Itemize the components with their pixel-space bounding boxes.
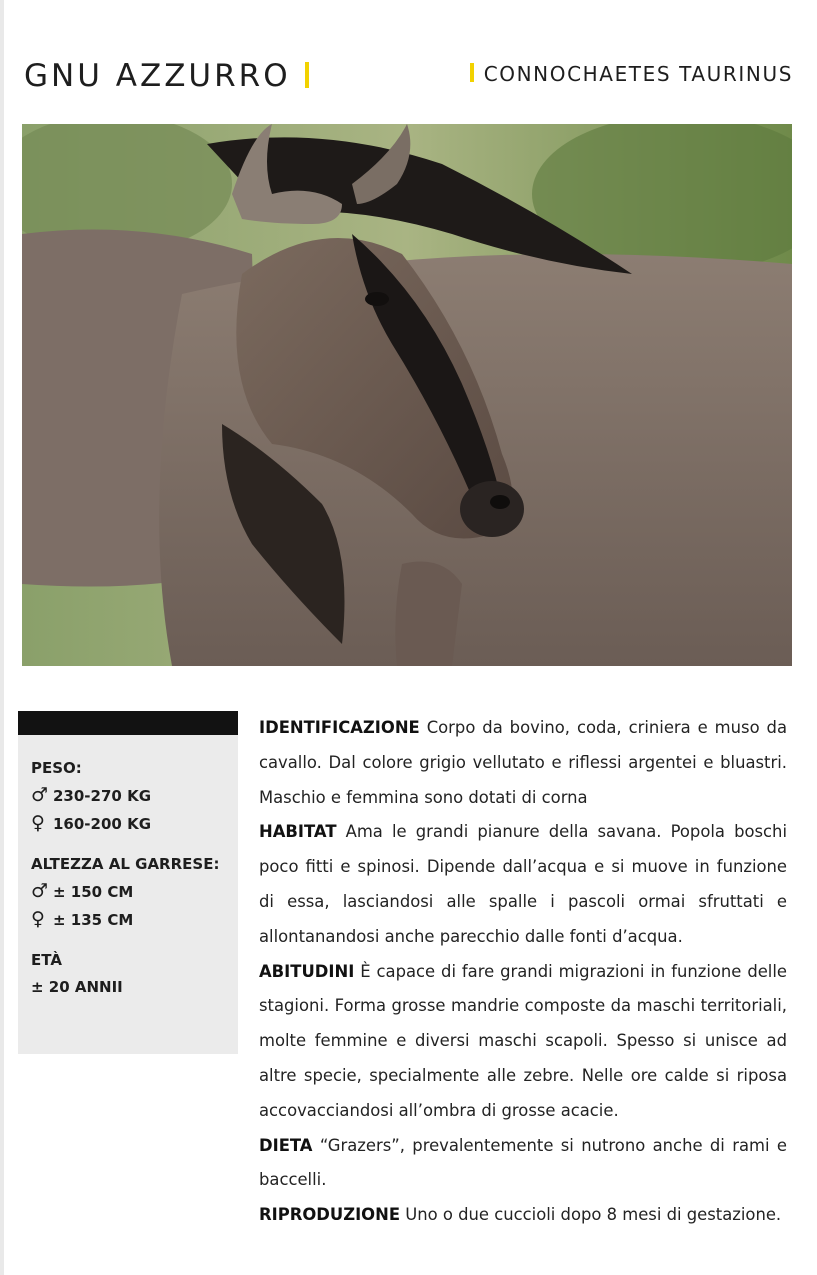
height-male-row <box>31 878 238 906</box>
male-symbol-icon: ♂ <box>31 880 49 902</box>
reproduction-text: Uno o due cuccioli dopo 8 mesi di gestazione. <box>405 1205 782 1225</box>
facts-box-header <box>18 711 238 735</box>
habits-text: È capace di fare grandi migrazioni in funzione delle stagioni. Forma grosse mandrie composte da maschi territoriali, molte femmine e diversi maschi scapoli. Spesso si unisce ad altre specie, specialmente alle zebre. Nelle ore calde si riposa accovacciandosi all’ombra di grosse acacie. <box>259 961 787 1120</box>
weight-female-value: 160-200 KG <box>53 815 152 833</box>
reproduction-paragraph <box>259 1198 787 1233</box>
identification-paragraph <box>259 711 787 815</box>
weight-label: PESO: <box>31 759 82 777</box>
height-female-row <box>31 906 238 934</box>
page-edge <box>0 0 4 1275</box>
diet-paragraph <box>259 1129 787 1199</box>
weight-male-value: 230-270 KG <box>53 787 152 805</box>
weight-group <box>31 755 238 838</box>
habits-heading: ABITUDINI <box>259 961 355 981</box>
common-name-text: GNU AZZURRO <box>24 58 291 94</box>
height-label: ALTEZZA AL GARRESE: <box>31 855 220 873</box>
reproduction-heading: RIPRODUZIONE <box>259 1205 401 1225</box>
male-symbol-icon: ♂ <box>31 784 49 806</box>
habitat-text: Ama le grandi pianure della savana. Popola boschi poco fitti e spinosi. Dipende dall’acqua e si muove in funzione di essa, lasciandosi alle spalle i pascoli ormai sfruttati e allontanandosi anche parecchio dalle fonti d’acqua. <box>259 822 787 946</box>
description-text <box>259 711 787 1233</box>
identification-text: Corpo da bovino, coda, criniera e muso da cavallo. Dal colore grigio vellutato e riflessi argentei e bluastri. Maschio e femmina sono dotati di corna <box>259 718 787 807</box>
weight-male-row <box>31 782 238 810</box>
age-value: ± 20 ANNII <box>31 978 123 996</box>
height-male-value: ± 150 CM <box>53 883 134 901</box>
scientific-name <box>470 62 793 86</box>
accent-bar <box>305 62 309 88</box>
common-name-title <box>24 58 309 94</box>
accent-bar <box>470 63 474 82</box>
height-group <box>31 851 238 934</box>
facts-box <box>18 711 238 1054</box>
female-symbol-icon: ♀ <box>31 812 45 834</box>
habitat-heading: HABITAT <box>259 822 337 842</box>
scientific-name-text: CONNOCHAETES TAURINUS <box>483 62 793 86</box>
weight-female-row <box>31 810 238 838</box>
age-label: ETÀ <box>31 951 62 969</box>
habitat-paragraph <box>259 815 787 954</box>
identification-heading: IDENTIFICAZIONE <box>259 718 420 737</box>
height-female-value: ± 135 CM <box>53 911 134 929</box>
diet-heading: DIETA <box>259 1135 313 1155</box>
wildebeest-photo <box>22 124 792 666</box>
diet-text: “Grazers”, prevalentemente si nutrono anche di rami e baccelli. <box>259 1135 787 1190</box>
age-group <box>31 947 238 1001</box>
female-symbol-icon: ♀ <box>31 908 45 930</box>
habits-paragraph <box>259 955 787 1129</box>
